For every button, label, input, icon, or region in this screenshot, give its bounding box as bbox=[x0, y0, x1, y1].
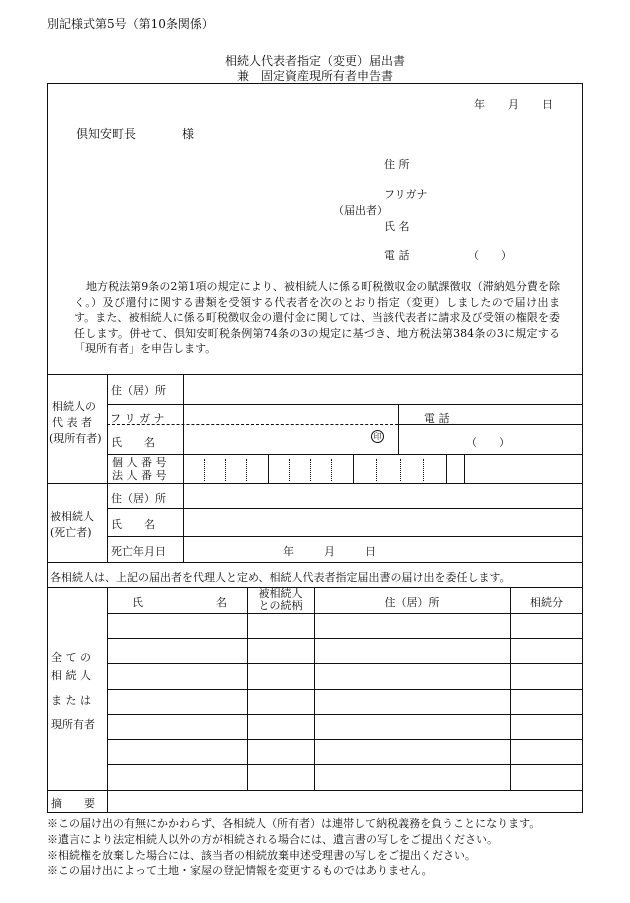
heirs-section-label-2: 相 続 人 bbox=[51, 669, 91, 682]
seal-mark: 印 bbox=[371, 430, 384, 443]
form-number: 別記様式第5号（第10条関係） bbox=[47, 17, 214, 31]
death-month-label: 月 bbox=[324, 545, 335, 558]
filer-phone-parens: （ ） bbox=[468, 249, 512, 262]
note-item: ※この届け出の有無にかかわらず、各相続人（所有者）は連帯して納税義務を負うことになります。 bbox=[47, 817, 541, 830]
col-name-label-b: 名 bbox=[216, 596, 227, 609]
filer-phone-label: 電 話 bbox=[384, 249, 410, 262]
addressee: 倶知安町長 bbox=[76, 127, 137, 141]
col-relation-label-1: 被相続人 bbox=[258, 587, 303, 600]
filer-role-label: （届出者） bbox=[333, 204, 388, 217]
heirs-section-label-1: 全 て の bbox=[51, 651, 91, 664]
filer-address-label: 住 所 bbox=[384, 158, 410, 171]
form-title: 相続人代表者指定（変更）届出書 bbox=[224, 54, 405, 68]
death-day-label: 日 bbox=[365, 545, 376, 558]
date-day-label: 日 bbox=[542, 98, 553, 111]
deceased-section-label-1: 被相続人 bbox=[50, 510, 94, 523]
date-month-label: 月 bbox=[508, 98, 519, 111]
note-item: ※遺言により法定相続人以外の方が相続される場合には、遺言書の写しをご提出ください。 bbox=[47, 832, 498, 846]
deceased-name-label: 氏 名 bbox=[111, 518, 155, 531]
heirs-section-label-4: 現所有者 bbox=[51, 718, 95, 731]
note-item: ※この届け出によって土地・家屋の登記情報を変更するものではありません。 bbox=[47, 864, 433, 878]
rep-id-label-2: 法 人 番 号 bbox=[112, 469, 167, 482]
filer-name-label: 氏 名 bbox=[384, 220, 410, 233]
remarks-label: 摘 要 bbox=[51, 797, 95, 810]
note-item: ※相続権を放棄した場合には、該当者の相続放棄申述受理書の写しをご提出ください。 bbox=[47, 848, 476, 862]
filer-furigana-label: フリガナ bbox=[384, 188, 428, 201]
death-year-label: 年 bbox=[283, 545, 294, 558]
rep-name-label: 氏 名 bbox=[111, 436, 155, 449]
rep-furigana-label: フ リ ガ ナ bbox=[110, 412, 165, 425]
rep-id-label-1: 個 人 番 号 bbox=[112, 456, 167, 469]
deceased-death-date-label: 死亡年月日 bbox=[111, 545, 166, 558]
rep-phone-label: 電 話 bbox=[424, 412, 450, 425]
rep-section-label-3: (現所有者) bbox=[49, 432, 102, 445]
addressee-suffix: 様 bbox=[182, 127, 195, 141]
deceased-section-label-2: (死亡者) bbox=[50, 526, 92, 539]
heirs-section-label-3: ま た は bbox=[51, 694, 91, 707]
rep-section-label-2: 代 表 者 bbox=[52, 416, 92, 429]
col-address-label: 住（居）所 bbox=[384, 596, 440, 609]
rep-phone-parens: （ ） bbox=[466, 436, 510, 449]
col-share-label: 相続分 bbox=[530, 596, 563, 609]
statement-text: 地方税法第9条の2第1項の規定により、被相続人に係る町税徴収金の賦課徴収（滞納処分費を除く。）及び還付に関する書類を受領する代表者を次のとおり指定（変更）しましたので届け出ます。また、被相続人に係る町税徴収金の還付金に関しては、当該代表者に請求及び受領の権限を委任します。併せて、倶知安町税条例第74条の3の規定に基づき、地方税法第384条の3に規定する「現所有者」を申告します。 bbox=[74, 280, 560, 355]
rep-section-label-1: 相続人の bbox=[52, 400, 96, 413]
deceased-address-label: 住（居）所 bbox=[111, 492, 166, 505]
form-subtitle: 兼 固定資産現所有者申告書 bbox=[236, 69, 393, 83]
date-year-label: 年 bbox=[474, 98, 485, 111]
delegation-text: 各相続人は、上記の届出者を代理人と定め、相続人代表者指定届出書の届け出を委任します。 bbox=[50, 571, 511, 584]
col-relation-label-2: との続柄 bbox=[258, 599, 303, 612]
notes bbox=[47, 816, 540, 879]
col-name-label-a: 氏 bbox=[132, 596, 143, 609]
rep-address-label: 住（居）所 bbox=[111, 384, 166, 397]
